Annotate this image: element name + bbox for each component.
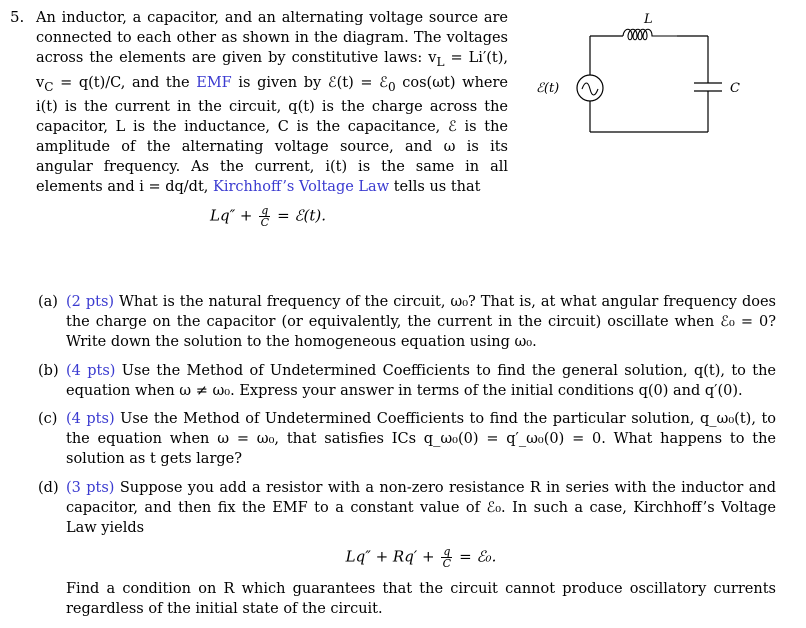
problem-intro: An inductor, a capacitor, and an alternating voltage source are connected to each other as shown in the diagram. The voltages across the elements are given by constitutive laws: $v_L = Li'(t)$, $v_C = q(t)/C$, and the EMF is given by ℰ(t) = ℰ$_0$ cos(ωt) where i(t) is the current in the circuit, q(t) is the charge across the capacitor, L is the inductance, C is the capacitance, ℰ is the amplitude of the alternating voltage source, and ω is its angular frequency. As the current, i(t) is the same in all elements and i = dq/dt, Kirchhoff’s Voltage Law tells us that (36, 10, 508, 196)
points-b: (4 pts) (66, 362, 116, 379)
part-b: (b) (4 pts) Use the Method of Undetermined Coefficients to find the general solution, q(t), to the equation when ω ≠ ω₀. Express your answer in terms of the initial conditions q(0) and q′(0). (38, 362, 776, 399)
problem-parts (38, 292, 776, 628)
equation-rlc: Lq″ + Rq′ + $\frac{q}{C}$ = ℰ₀. (345, 545, 497, 571)
part-c: (c) (4 pts) Use the Method of Undetermined Coefficients to find the particular solution, q_ω₀(t), to the equation when ω = ω₀, that satisfies ICs q_ω₀(0) = q′_ω₀(0) = 0. What happens to the solution as t gets large? (38, 411, 776, 468)
emf-link[interactable]: EMF (196, 74, 232, 91)
capacitor-label: C (730, 81, 740, 96)
inductor-coil (623, 29, 677, 40)
points-c: (4 pts) (66, 411, 115, 428)
problem-number: 5. (10, 8, 25, 26)
kvl-link[interactable]: Kirchhoff’s Voltage Law (213, 179, 390, 196)
sine-wave-icon (582, 83, 598, 95)
part-a: (a) (2 pts) What is the natural frequency of the circuit, ω₀? That is, at what angular frequency does the charge on the capacitor (or equivalently, the current in the circuit) oscillate when ℰ₀ = 0? Write down the solution to the homogeneous equation using ω₀. (38, 294, 776, 351)
inductor-label: L (644, 12, 653, 27)
points-d: (3 pts) (66, 479, 115, 496)
part-d-final-text: Find a condition on R which guarantees that the circuit cannot produce oscillatory currents regardless of the initial state of the circuit. (66, 581, 776, 618)
points-a: (2 pts) (66, 294, 115, 310)
lc-circuit-diagram (530, 6, 770, 138)
fraction-q-over-c: $\frac{q}{C}$ (260, 204, 270, 229)
source-label: ℰ(t) (536, 81, 560, 96)
fraction-q-over-c-2: $\frac{q}{C}$ (442, 545, 452, 571)
equation-lc: Lq″ + $\frac{q}{C}$ = ℰ(t). (210, 204, 327, 229)
part-d: (d) (3 pts) Suppose you add a resistor with a non-zero resistance R in series with the inductor and capacitor, and then fix the EMF to a constant value of ℰ₀. In such a case, Kirchhoff’s Voltage Law yields Lq″ + Rq′ + $\frac{q}{C}$ = ℰ₀. Find a condition on R which guarantees that the circuit cannot produce oscillatory currents regardless of the initial state of the circuit. (66, 478, 776, 620)
